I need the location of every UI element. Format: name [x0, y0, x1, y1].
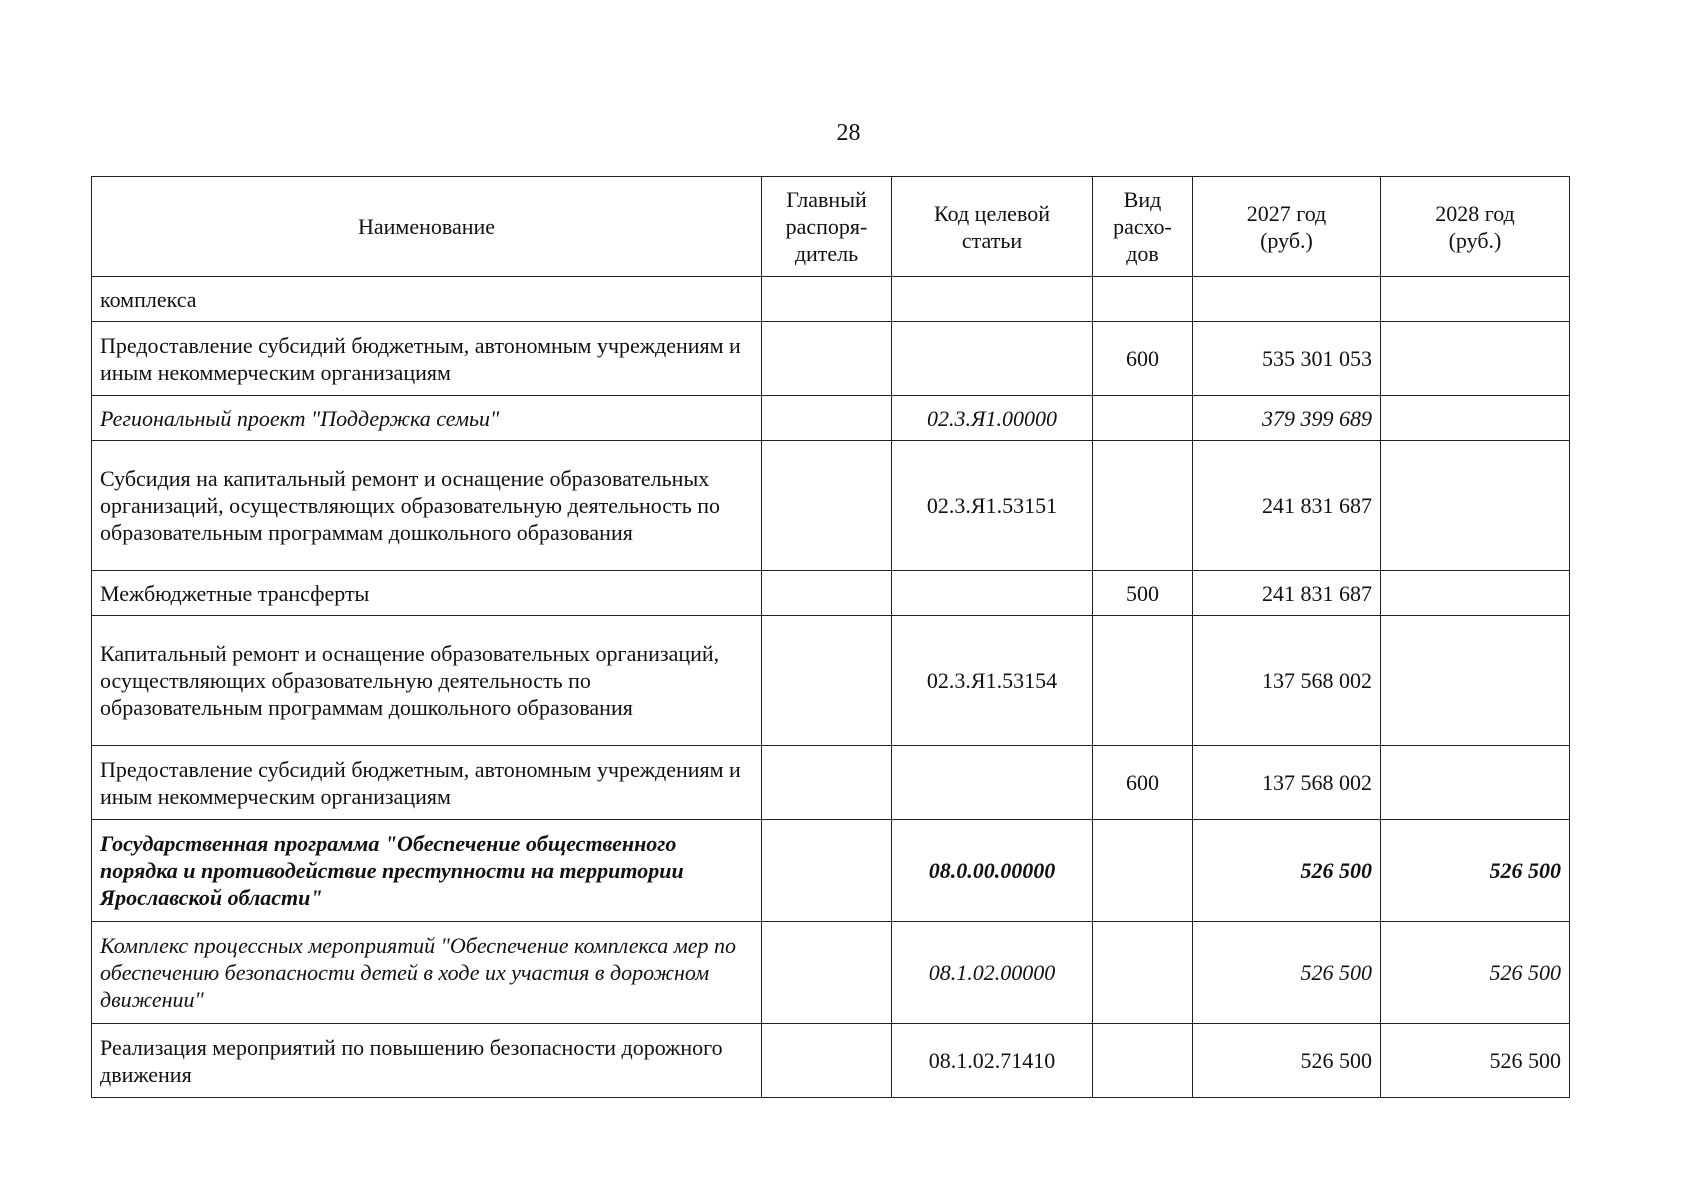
table-row: [92, 441, 1570, 571]
cell-code: 08.0.00.00000: [892, 820, 1093, 922]
cell-kind: 500: [1093, 571, 1193, 616]
cell-code: [892, 322, 1093, 396]
cell-code: 08.1.02.00000: [892, 922, 1093, 1024]
cell-2028: 526 500: [1381, 820, 1570, 922]
table-row: [92, 922, 1570, 1024]
cell-manager: [762, 322, 892, 396]
col-header-2028: 2028 год (руб.): [1381, 177, 1570, 277]
cell-2027: 241 831 687: [1193, 571, 1381, 616]
cell-name: Реализация мероприятий по повышению безопасности дорожного движения: [92, 1024, 762, 1098]
table-body: [92, 277, 1570, 1098]
cell-name: Межбюджетные трансферты: [92, 571, 762, 616]
cell-manager: [762, 616, 892, 746]
budget-table: [91, 176, 1570, 1098]
cell-2028: [1381, 616, 1570, 746]
cell-name: Предоставление субсидий бюджетным, автономным учреждениям и иным некоммерческим организациям: [92, 322, 762, 396]
cell-2028: [1381, 322, 1570, 396]
cell-2028: [1381, 746, 1570, 820]
cell-2028: [1381, 571, 1570, 616]
cell-kind: 600: [1093, 746, 1193, 820]
cell-kind: [1093, 277, 1193, 322]
cell-code: [892, 277, 1093, 322]
cell-kind: [1093, 1024, 1193, 1098]
cell-2027: 137 568 002: [1193, 616, 1381, 746]
cell-2028: [1381, 441, 1570, 571]
cell-name: Предоставление субсидий бюджетным, автономным учреждениям и иным некоммерческим организациям: [92, 746, 762, 820]
cell-manager: [762, 396, 892, 441]
cell-code: [892, 571, 1093, 616]
cell-2028: 526 500: [1381, 1024, 1570, 1098]
cell-code: [892, 746, 1093, 820]
col-header-name: Наименование: [92, 177, 762, 277]
table-header-row: [92, 177, 1570, 277]
cell-2027: 535 301 053: [1193, 322, 1381, 396]
cell-kind: [1093, 396, 1193, 441]
cell-code: 08.1.02.71410: [892, 1024, 1093, 1098]
cell-2027: [1193, 277, 1381, 322]
cell-2027: 526 500: [1193, 820, 1381, 922]
cell-kind: [1093, 616, 1193, 746]
col-header-2027: 2027 год (руб.): [1193, 177, 1381, 277]
cell-name: Государственная программа "Обеспечение общественного порядка и противодействие преступности на территории Ярославской области": [92, 820, 762, 922]
cell-2028: [1381, 396, 1570, 441]
cell-2027: 137 568 002: [1193, 746, 1381, 820]
table-row: [92, 616, 1570, 746]
table-row: [92, 1024, 1570, 1098]
table-row: [92, 322, 1570, 396]
col-header-kind: Вид расхо- дов: [1093, 177, 1193, 277]
cell-code: 02.3.Я1.53151: [892, 441, 1093, 571]
cell-name: Капитальный ремонт и оснащение образовательных организаций, осуществляющих образовательную деятельность по образовательным программам дошкольного образования: [92, 616, 762, 746]
cell-name: Региональный проект "Поддержка семьи": [92, 396, 762, 441]
cell-manager: [762, 441, 892, 571]
cell-manager: [762, 922, 892, 1024]
cell-manager: [762, 571, 892, 616]
cell-manager: [762, 746, 892, 820]
col-header-code: Код целевой статьи: [892, 177, 1093, 277]
cell-2027: 526 500: [1193, 922, 1381, 1024]
cell-2027: 241 831 687: [1193, 441, 1381, 571]
cell-manager: [762, 277, 892, 322]
cell-2027: 379 399 689: [1193, 396, 1381, 441]
col-header-manager: Главный распоря- дитель: [762, 177, 892, 277]
cell-manager: [762, 1024, 892, 1098]
cell-code: 02.3.Я1.00000: [892, 396, 1093, 441]
cell-2028: 526 500: [1381, 922, 1570, 1024]
cell-name: комплекса: [92, 277, 762, 322]
table-row: [92, 746, 1570, 820]
cell-kind: [1093, 820, 1193, 922]
cell-kind: 600: [1093, 322, 1193, 396]
table-row: [92, 277, 1570, 322]
table-row: [92, 571, 1570, 616]
cell-2028: [1381, 277, 1570, 322]
cell-kind: [1093, 441, 1193, 571]
page-number: 28: [836, 120, 861, 146]
cell-name: Субсидия на капитальный ремонт и оснащение образовательных организаций, осуществляющих образовательную деятельность по образовательным программам дошкольного образования: [92, 441, 762, 571]
table-row: [92, 820, 1570, 922]
cell-name: Комплекс процессных мероприятий "Обеспечение комплекса мер по обеспечению безопасности детей в ходе их участия в дорожном движении": [92, 922, 762, 1024]
cell-manager: [762, 820, 892, 922]
table-row: [92, 396, 1570, 441]
cell-kind: [1093, 922, 1193, 1024]
cell-2027: 526 500: [1193, 1024, 1381, 1098]
cell-code: 02.3.Я1.53154: [892, 616, 1093, 746]
